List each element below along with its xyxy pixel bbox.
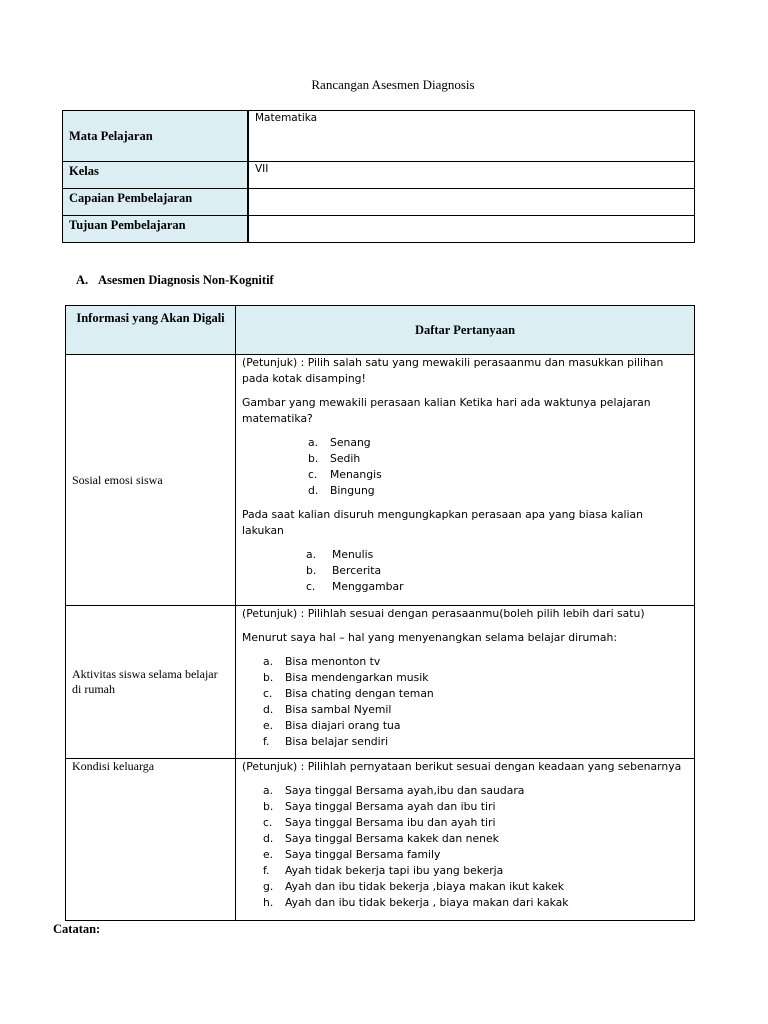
section-marker: A. (76, 273, 89, 287)
option[interactable]: d. Bisa sambal Nyemil (263, 703, 392, 716)
option[interactable]: a. Senang (308, 436, 371, 449)
option[interactable]: d. Bingung (308, 484, 375, 497)
option[interactable]: b. Bisa mendengarkan musik (263, 671, 429, 684)
catatan-label: Catatan: (53, 922, 101, 936)
instruction: (Petunjuk) : Pilihlah sesuai dengan perasaanmu(boleh pilih lebih dari satu) (242, 607, 645, 620)
option[interactable]: c. Menangis (308, 468, 382, 481)
mapel-value[interactable]: Matematika (248, 111, 695, 162)
option[interactable]: b. Bercerita (306, 564, 382, 577)
diagnosis-table (65, 305, 695, 921)
header-questions: Daftar Pertanyaan (236, 306, 695, 355)
option[interactable]: c. Saya tinggal Bersama ibu dan ayah tiri (263, 816, 496, 829)
option[interactable]: b. Saya tinggal Bersama ayah dan ibu tiri (263, 800, 496, 813)
row-label-sosial: Sosial emosi siswa (66, 355, 236, 606)
row-questions-kondisi (236, 759, 695, 921)
option-list (242, 435, 688, 499)
cp-value[interactable] (248, 189, 695, 216)
tp-value[interactable] (248, 216, 695, 243)
section-title: Asesmen Diagnosis Non-Kognitif (98, 273, 274, 287)
option[interactable]: f. Bisa belajar sendiri (263, 735, 389, 748)
kelas-label: Kelas (63, 162, 249, 189)
option-list (242, 547, 688, 595)
option[interactable]: b. Sedih (308, 452, 361, 465)
row-questions-sosial (236, 355, 695, 606)
question: Pada saat kalian disuruh mengungkapkan perasaan apa yang biasa kalian lakukan (242, 508, 644, 537)
row-questions-aktivitas (236, 606, 695, 759)
option[interactable]: g. Ayah dan ibu tidak bekerja ,biaya makan ikut kakek (263, 880, 564, 893)
question: Gambar yang mewakili perasaan kalian Ketika hari ada waktunya pelajaran matematika? (242, 396, 651, 425)
option[interactable]: c. Menggambar (306, 580, 404, 593)
row-label-kondisi: Kondisi keluarga (66, 759, 236, 921)
header-info: Informasi yang Akan Digali (66, 306, 236, 355)
cp-label: Capaian Pembelajaran (63, 189, 249, 216)
option[interactable]: a. Menulis (306, 548, 374, 561)
document-title: Rancangan Asesmen Diagnosis (311, 77, 475, 92)
option[interactable]: h. Ayah dan ibu tidak bekerja , biaya makan dari kakak (263, 896, 569, 909)
instruction: (Petunjuk) : Pilihlah pernyataan berikut sesuai dengan keadaan yang sebenarnya (242, 760, 682, 773)
option[interactable]: f. Ayah tidak bekerja tapi ibu yang bekerja (263, 864, 504, 877)
option[interactable]: e. Bisa diajari orang tua (263, 719, 401, 732)
option[interactable]: a. Bisa menonton tv (263, 655, 381, 668)
info-table (62, 110, 695, 243)
option[interactable]: d. Saya tinggal Bersama kakek dan nenek (263, 832, 499, 845)
option[interactable]: e. Saya tinggal Bersama family (263, 848, 441, 861)
instruction: (Petunjuk) : Pilih salah satu yang mewakili perasaanmu dan masukkan pilihan pada kotak disamping! (242, 356, 664, 385)
option-list (242, 654, 688, 750)
mapel-label: Mata Pelajaran (63, 111, 249, 162)
section-heading (76, 273, 274, 288)
question: Menurut saya hal – hal yang menyenangkan selama belajar dirumah: (242, 631, 617, 644)
option[interactable]: c. Bisa chating dengan teman (263, 687, 434, 700)
option[interactable]: a. Saya tinggal Bersama ayah,ibu dan saudara (263, 784, 525, 797)
option-list (242, 783, 688, 911)
kelas-value[interactable]: VII (248, 162, 695, 189)
tp-label: Tujuan Pembelajaran (63, 216, 249, 243)
row-label-aktivitas: Aktivitas siswa selama belajar di rumah (66, 606, 236, 759)
